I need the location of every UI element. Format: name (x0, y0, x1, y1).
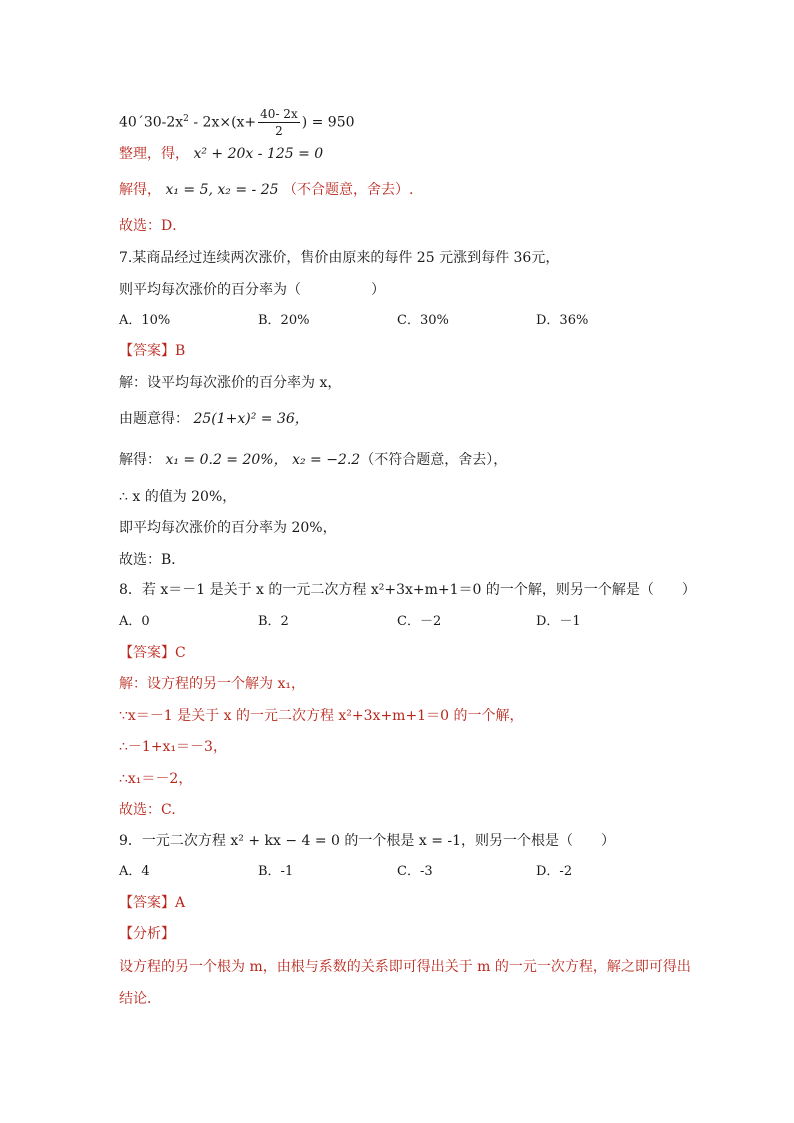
sol-label: 由题意得： (119, 411, 189, 427)
fraction-denominator: 2 (275, 124, 283, 138)
q9-answer (119, 893, 185, 913)
q8-stem: 8．若 x＝－1 是关于 x 的一元二次方程 x²+3x+m+1＝0 的一个解，则另一个解是（ ） (119, 582, 696, 598)
q9-option-d: D．-2 (536, 864, 573, 879)
q7-stem-line1: 7.某商品经过连续两次涨价，售价由原来的每件 25 元涨到每件 36元， (119, 250, 560, 266)
q7-solution-line3 (119, 450, 507, 470)
answer-tag: 【答案】 (119, 895, 175, 911)
q8-option-a: A．0 (119, 614, 150, 629)
q7-answer (119, 341, 185, 361)
q8-option-b: B．2 (258, 614, 289, 629)
answer-tag: 【答案】 (119, 645, 175, 661)
answer-value: B (175, 343, 186, 359)
q7-stem-line2: 则平均每次涨价的百分率为（ ） (119, 282, 385, 298)
sol-root2: x₂ = −2.2 (292, 452, 361, 468)
simplify-label: 整理，得， (119, 146, 189, 162)
q9-option-c: C．-3 (397, 864, 433, 879)
fraction (258, 106, 300, 139)
q8-solution-line1: 解：设方程的另一个解为 x₁， (119, 676, 305, 692)
q7-option-c: C．30% (397, 313, 449, 328)
q8-answer (119, 643, 186, 663)
q9-analysis-line2: 结论． (119, 991, 161, 1007)
q9-option-b: B．-1 (258, 864, 294, 879)
q7-solution-line4: ∴ x 的值为 20%， (119, 489, 237, 505)
equation-part2: - 2x×(x+ (188, 114, 257, 131)
q8-option-c: C．－2 (397, 614, 442, 629)
solve-label: 解得， (119, 182, 161, 198)
simplify-line (119, 144, 323, 164)
sol-label: 解得： (119, 452, 161, 468)
q7-solution-line1: 解：设平均每次涨价的百分率为 x， (119, 375, 342, 391)
answer-value: A (175, 895, 186, 911)
solve-equation: x₁ = 5, x₂ = - 25 (165, 182, 279, 198)
equation-part1: 40´30-2x (119, 114, 184, 131)
q9-stem: 9．一元二次方程 x² + kx − 4 = 0 的一个根是 x = -1，则另一个根是（ ） (119, 833, 616, 849)
answer-value: C (175, 645, 186, 661)
equation-end: ) = 950 (301, 114, 355, 131)
simplify-equation: x² + 20x - 125 = 0 (193, 146, 324, 162)
solve-note: （不合题意，舍去）. (283, 182, 414, 198)
q7-solution-line2 (119, 409, 309, 429)
sol-root1: x₁ = 0.2 = 20%， (165, 452, 288, 468)
q9-analysis-line1: 设方程的另一个根为 m，由根与系数的关系即可得出关于 m 的一元一次方程，解之即可得出 (119, 959, 691, 975)
solution6-answer: 故选：D． (119, 218, 187, 234)
q7-option-d: D．36% (536, 313, 589, 328)
q9-analysis-tag: 【分析】 (119, 926, 175, 942)
solution6-equation (119, 106, 355, 139)
sol-equation: 25(1+x)² = 36， (193, 411, 309, 427)
sol-note: （不符合题意，舍去）， (360, 452, 508, 468)
q8-option-d: D．－1 (536, 614, 581, 629)
solve-line (119, 180, 413, 200)
q7-option-b: B．20% (258, 313, 310, 328)
fraction-numerator: 40- 2x (260, 107, 298, 121)
exponent: 2 (183, 113, 189, 124)
q7-solution-line5: 即平均每次涨价的百分率为 20%， (119, 520, 337, 536)
q8-solution-line4: ∴x₁＝－2， (119, 771, 193, 787)
q8-solution-line5: 故选：C. (119, 802, 176, 818)
q7-option-a: A．10% (119, 313, 171, 328)
answer-tag: 【答案】 (119, 343, 175, 359)
q9-option-a: A．4 (119, 864, 150, 879)
q8-solution-line2: ∵x＝－1 是关于 x 的一元二次方程 x²+3x+m+1＝0 的一个解， (119, 708, 524, 724)
q7-solution-line6: 故选：B． (119, 552, 186, 568)
q8-solution-line3: ∴－1+x₁＝－3， (119, 739, 227, 755)
